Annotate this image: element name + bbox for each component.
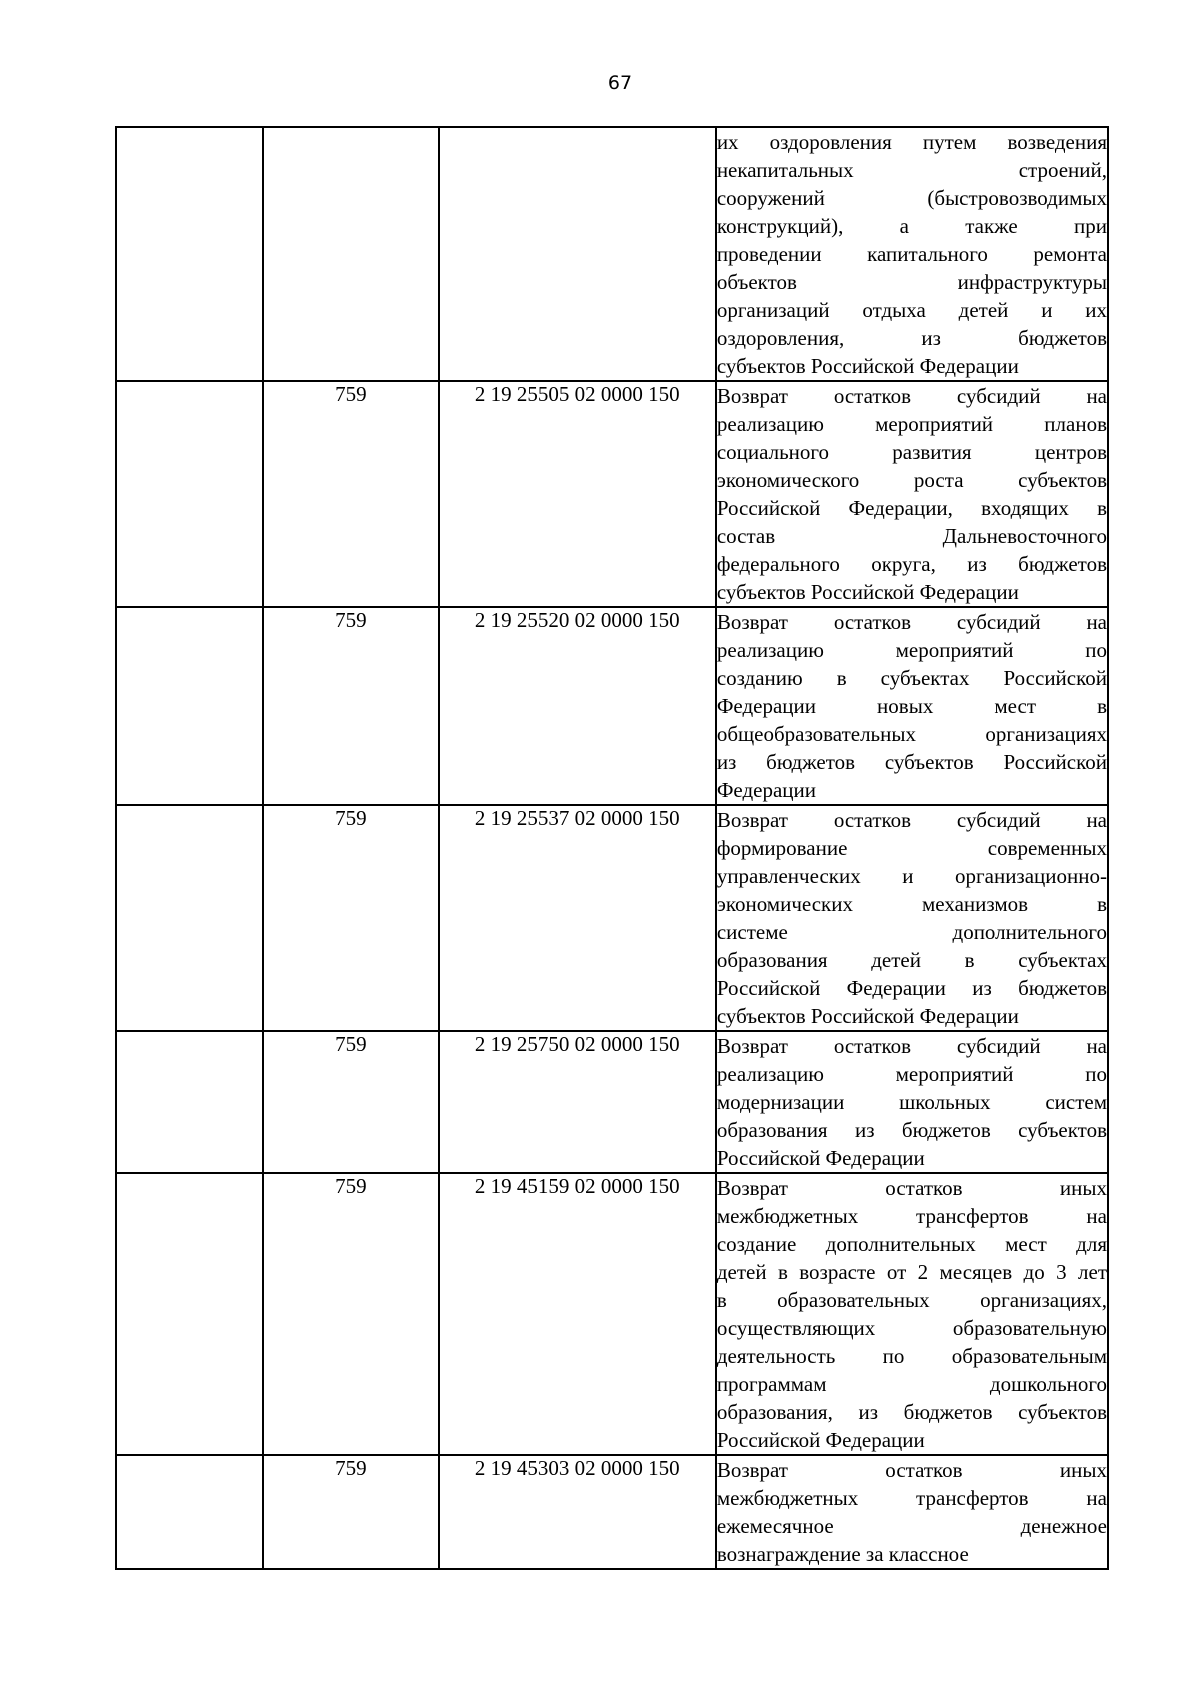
admin-code-cell: 759 xyxy=(263,1455,438,1569)
table-row xyxy=(116,381,1108,607)
description-line: системе дополнительного xyxy=(716,920,1107,944)
description-line: Возврат остатков иных xyxy=(716,1176,1107,1200)
empty-cell xyxy=(116,381,263,607)
description-line: созданию в субъектах Российской xyxy=(716,666,1107,690)
description-line: межбюджетных трансфертов на xyxy=(716,1486,1107,1510)
empty-cell xyxy=(116,1455,263,1569)
description-line: Российской Федерации из бюджетов xyxy=(716,976,1107,1000)
description-cell xyxy=(716,381,1108,607)
description-line: субъектов Российской Федерации xyxy=(716,354,1019,378)
description-line: детей в возрасте от 2 месяцев до 3 лет xyxy=(716,1260,1107,1284)
empty-cell xyxy=(116,607,263,805)
empty-cell xyxy=(116,127,263,381)
revenue-code-cell: 2 19 45159 02 0000 150 xyxy=(439,1173,716,1455)
description-line: общеобразовательных организациях xyxy=(716,722,1107,746)
description-line: Федерации новых мест в xyxy=(716,694,1107,718)
description-line: образования, из бюджетов субъектов xyxy=(716,1400,1107,1424)
description-line: Возврат остатков субсидий на xyxy=(716,384,1107,408)
page-number: 67 xyxy=(607,72,633,94)
revenue-code-cell xyxy=(439,127,716,381)
description-line: федерального округа, из бюджетов xyxy=(716,552,1107,576)
description-line: состав Дальневосточного xyxy=(716,524,1107,548)
table-row xyxy=(116,805,1108,1031)
description-line: образования из бюджетов субъектов xyxy=(716,1118,1107,1142)
revenue-code-cell: 2 19 45303 02 0000 150 xyxy=(439,1455,716,1569)
budget-codes-table xyxy=(115,126,1109,1570)
admin-code-cell: 759 xyxy=(263,607,438,805)
table-row xyxy=(116,1031,1108,1173)
description-line: создание дополнительных мест для xyxy=(716,1232,1107,1256)
description-cell xyxy=(716,127,1108,381)
revenue-code-cell: 2 19 25520 02 0000 150 xyxy=(439,607,716,805)
admin-code-cell xyxy=(263,127,438,381)
description-line: осуществляющих образовательную xyxy=(716,1316,1107,1340)
description-cell xyxy=(716,607,1108,805)
description-line: ежемесячное денежное xyxy=(716,1514,1107,1538)
description-line: конструкций), а также при xyxy=(716,214,1107,238)
table-row xyxy=(116,1173,1108,1455)
description-line: формирование современных xyxy=(716,836,1107,860)
description-line: Российской Федерации xyxy=(716,1428,925,1452)
description-line: некапитальных строений, xyxy=(716,158,1107,182)
description-line: реализацию мероприятий планов xyxy=(716,412,1107,436)
description-line: реализацию мероприятий по xyxy=(716,1062,1107,1086)
description-line: Возврат остатков иных xyxy=(716,1458,1107,1482)
description-line: проведении капитального ремонта xyxy=(716,242,1107,266)
description-line: экономических механизмов в xyxy=(716,892,1107,916)
empty-cell xyxy=(116,805,263,1031)
description-line: Федерации xyxy=(716,778,816,802)
description-cell xyxy=(716,805,1108,1031)
description-line: их оздоровления путем возведения xyxy=(716,130,1107,154)
description-line: в образовательных организациях, xyxy=(716,1288,1107,1312)
description-line: Возврат остатков субсидий на xyxy=(716,610,1107,634)
description-line: вознаграждение за классное xyxy=(716,1542,969,1566)
description-line: Возврат остатков субсидий на xyxy=(716,1034,1107,1058)
table-row xyxy=(116,607,1108,805)
description-line: реализацию мероприятий по xyxy=(716,638,1107,662)
admin-code-cell: 759 xyxy=(263,805,438,1031)
description-line: межбюджетных трансфертов на xyxy=(716,1204,1107,1228)
admin-code-cell: 759 xyxy=(263,1031,438,1173)
description-line: Возврат остатков субсидий на xyxy=(716,808,1107,832)
description-cell xyxy=(716,1173,1108,1455)
description-line: организаций отдыха детей и их xyxy=(716,298,1107,322)
description-line: социального развития центров xyxy=(716,440,1107,464)
description-line: из бюджетов субъектов Российской xyxy=(716,750,1107,774)
description-line: образования детей в субъектах xyxy=(716,948,1107,972)
description-line: модернизации школьных систем xyxy=(716,1090,1107,1114)
description-line: деятельность по образовательным xyxy=(716,1344,1107,1368)
description-line: субъектов Российской Федерации xyxy=(716,1004,1019,1028)
description-line: объектов инфраструктуры xyxy=(716,270,1107,294)
description-line: управленческих и организационно- xyxy=(716,864,1107,888)
description-line: оздоровления, из бюджетов xyxy=(716,326,1107,350)
admin-code-cell: 759 xyxy=(263,1173,438,1455)
description-cell xyxy=(716,1031,1108,1173)
empty-cell xyxy=(116,1031,263,1173)
description-line: Российской Федерации, входящих в xyxy=(716,496,1107,520)
empty-cell xyxy=(116,1173,263,1455)
revenue-code-cell: 2 19 25505 02 0000 150 xyxy=(439,381,716,607)
description-cell xyxy=(716,1455,1108,1569)
description-line: программам дошкольного xyxy=(716,1372,1107,1396)
table-row xyxy=(116,127,1108,381)
revenue-code-cell: 2 19 25537 02 0000 150 xyxy=(439,805,716,1031)
table-row xyxy=(116,1455,1108,1569)
admin-code-cell: 759 xyxy=(263,381,438,607)
description-line: субъектов Российской Федерации xyxy=(716,580,1019,604)
revenue-code-cell: 2 19 25750 02 0000 150 xyxy=(439,1031,716,1173)
description-line: сооружений (быстровозводимых xyxy=(716,186,1107,210)
description-line: Российской Федерации xyxy=(716,1146,925,1170)
description-line: экономического роста субъектов xyxy=(716,468,1107,492)
table-body xyxy=(116,127,1108,1569)
